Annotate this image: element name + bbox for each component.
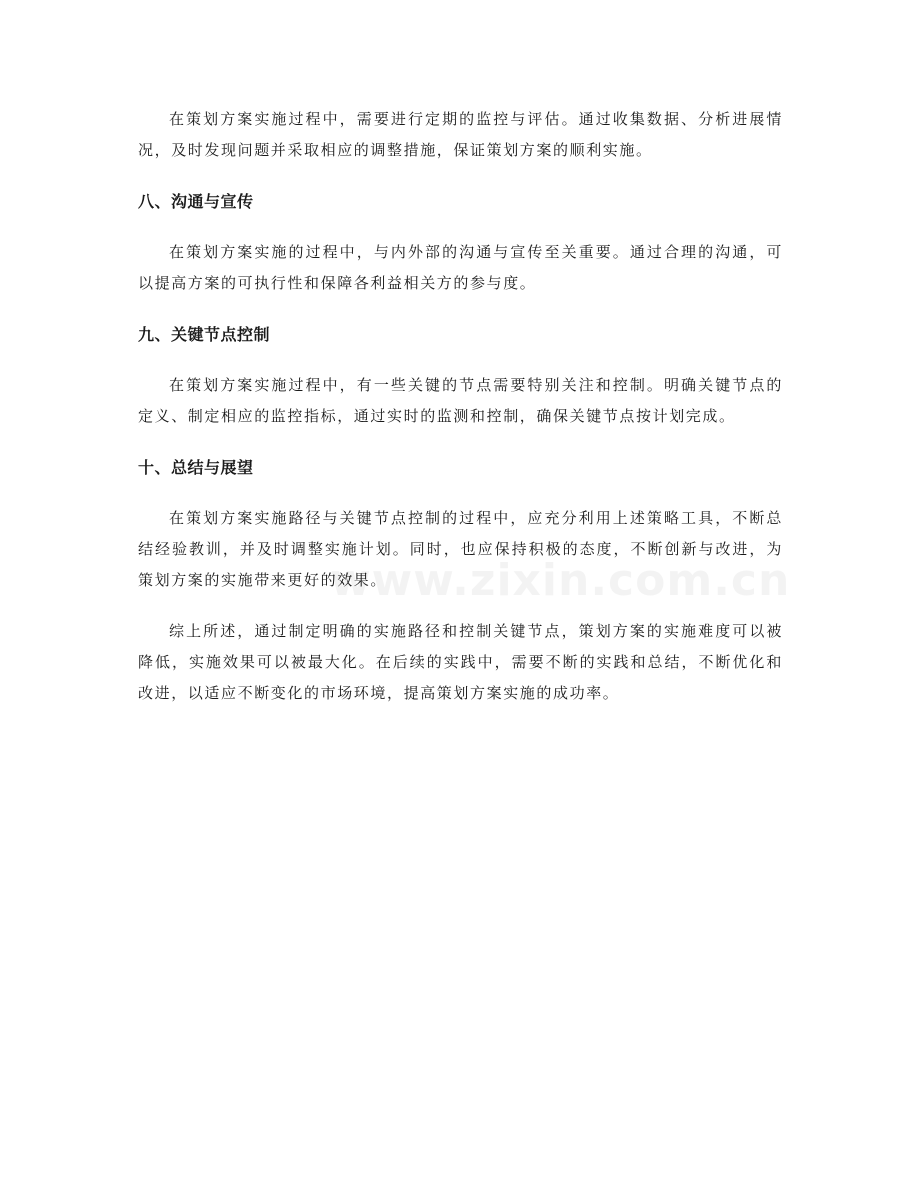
section-heading-key-nodes: 九、关键节点控制 <box>138 325 271 344</box>
section-heading-summary: 十、总结与展望 <box>138 458 254 477</box>
paragraph-communication: 在策划方案实施的过程中，与内外部的沟通与宣传至关重要。通过合理的沟通，可以提高方案的可执行性和保障各利益相关方的参与度。 <box>138 243 783 292</box>
paragraph-key-nodes: 在策划方案实施过程中，有一些关键的节点需要特别关注和控制。明确关键节点的定义、制定相应的监控指标，通过实时的监测和控制，确保关键节点按计划完成。 <box>138 376 783 425</box>
section-heading-communication: 八、沟通与宣传 <box>138 192 254 211</box>
paragraph-monitoring: 在策划方案实施过程中，需要进行定期的监控与评估。通过收集数据、分析进展情况，及时发现问题并采取相应的调整措施，保证策划方案的顺利实施。 <box>138 110 783 159</box>
document-body <box>138 104 783 729</box>
paragraph-summary: 在策划方案实施路径与关键节点控制的过程中，应充分利用上述策略工具，不断总结经验教训，并及时调整实施计划。同时，也应保持积极的态度，不断创新与改进，为策划方案的实施带来更好的效果。 <box>138 509 783 589</box>
paragraph-conclusion: 综上所述，通过制定明确的实施路径和控制关键节点，策划方案的实施难度可以被降低，实施效果可以被最大化。在后续的实践中，需要不断的实践和总结，不断优化和改进，以适应不断变化的市场环境，提高策划方案实施的成功率。 <box>138 622 783 702</box>
